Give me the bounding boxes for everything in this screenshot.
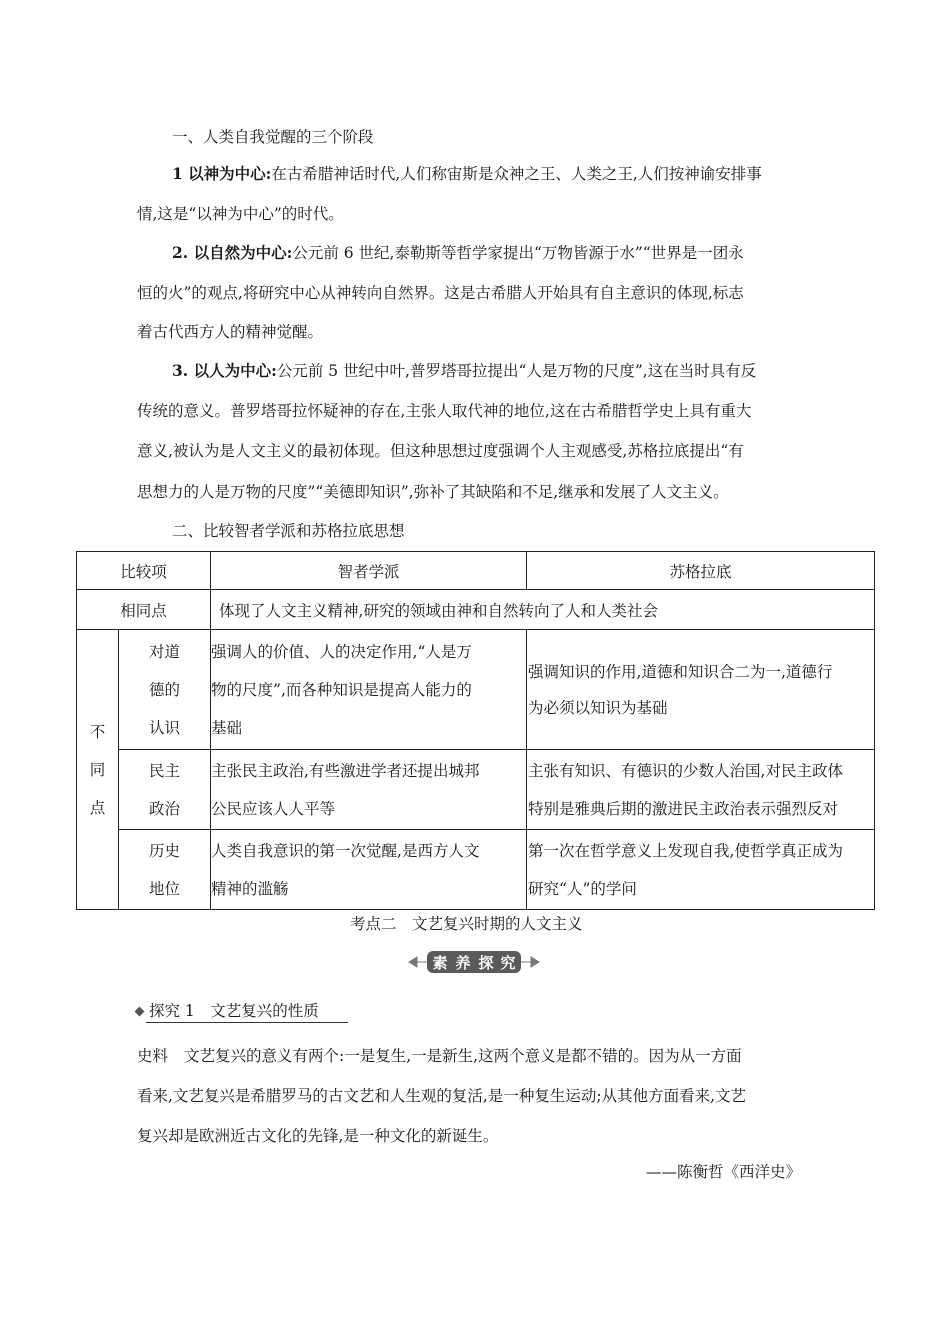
kaodian-title: 考点二 文艺复兴时期的人文主义 (350, 915, 583, 933)
row-label-democracy (119, 750, 211, 830)
row-label-status (119, 830, 211, 910)
stage2-text-line2: 恒的火”的观点,将研究中心从神转向自然界。这是古希腊人开始具有自主意识的体现,标志 (137, 284, 744, 302)
stage2-text-line3: 着古代西方人的精神觉醒。 (137, 323, 324, 341)
header-socrates: 苏格拉底 (527, 552, 875, 590)
badge-char: 究 (500, 954, 516, 972)
stage2-paragraph-line1 (172, 243, 744, 263)
literacy-explore-badge (407, 948, 541, 976)
diff-label-char: 点 (89, 798, 106, 817)
cell-line: 强调知识的作用,道德和知识合二为一,道德行 (528, 662, 833, 681)
header-compare-item: 比较项 (77, 552, 211, 590)
democracy-sophists (211, 750, 527, 830)
badge-char: 探 (478, 954, 494, 972)
source-text-line2: 看来,文艺复兴是希腊罗马的古文艺和人生观的复活,是一种复生运动;从其他方面看来,文艺 (137, 1087, 747, 1105)
section-heading-stages: 一、人类自我觉醒的三个阶段 (172, 128, 374, 146)
explore-title: 探究 1 文艺复兴的性质 (149, 1002, 319, 1020)
cell-line: 公民应该人人平等 (211, 799, 336, 818)
stage1-label: 1 以神为中心: (172, 164, 272, 183)
row-label-line: 认识 (149, 718, 181, 737)
cell-line: 精神的滥觞 (211, 879, 289, 898)
same-value: 体现了人文主义精神,研究的领域由神和自然转向了人和人类社会 (211, 590, 875, 630)
row-label-line: 德的 (149, 680, 181, 699)
cell-line: 主张民主政治,有些激进学者还提出城邦 (211, 761, 480, 780)
status-sophists (211, 830, 527, 910)
source-citation: ——陈衡哲《西洋史》 (646, 1163, 802, 1181)
stage3-text-line4: 思想力的人是万物的尺度”“美德即知识”,弥补了其缺陷和不足,继承和发展了人文主义。 (137, 483, 729, 501)
cell-line: 人类自我意识的第一次觉醒,是西方人文 (211, 841, 480, 860)
badge-char: 养 (455, 954, 471, 972)
source-label: 史料 (137, 1047, 169, 1065)
row-label-line: 政治 (149, 799, 181, 818)
cell-line: 基础 (211, 718, 243, 737)
cell-line: 特别是雅典后期的激进民主政治表示强烈反对 (528, 799, 839, 818)
cell-line: 强调人的价值、人的决定作用,“人是万 (211, 642, 472, 661)
row-label-line: 地位 (149, 879, 181, 898)
cell-line: 物的尺度”,而各种知识是提高人能力的 (211, 680, 472, 699)
status-socrates (527, 830, 875, 910)
source-text-line1: 文艺复兴的意义有两个:一是复生,一是新生,这两个意义是都不错的。因为从一方面 (184, 1047, 742, 1065)
cell-line: 主张有知识、有德识的少数人治国,对民主政体 (528, 761, 843, 780)
table-row-status (77, 830, 875, 910)
stage2-text-line1: 公元前 6 世纪,泰勒斯等哲学家提出“万物皆源于水”“世界是一团永 (292, 244, 744, 262)
source-line1 (137, 1046, 742, 1066)
section-heading-compare: 二、比较智者学派和苏格拉底思想 (172, 522, 405, 540)
stage3-paragraph-line1 (172, 361, 756, 381)
stage2-label: 2. 以自然为中心: (172, 243, 293, 262)
row-label-line: 对道 (149, 642, 181, 661)
cell-line: 研究“人”的学问 (528, 879, 637, 898)
row-label-line: 历史 (149, 841, 181, 860)
diff-label-char: 同 (89, 760, 106, 779)
moral-sophists (211, 630, 527, 750)
diff-label (77, 630, 119, 910)
stage3-label: 3. 以人为中心: (172, 361, 277, 380)
table-header-row (77, 552, 875, 590)
badge-right-arrow (531, 957, 539, 967)
row-label-moral (119, 630, 211, 750)
explore-heading (136, 1001, 348, 1023)
row-label-line: 民主 (149, 761, 181, 780)
source-text-line3: 复兴却是欧洲近古文化的先锋,是一种文化的新诞生。 (137, 1127, 499, 1145)
same-label: 相同点 (77, 590, 211, 630)
stage1-paragraph-line1 (172, 164, 762, 184)
explore-underline (146, 1022, 348, 1023)
cell-line: 为必须以知识为基础 (528, 698, 668, 717)
table-row-moral (77, 630, 875, 750)
comparison-table (76, 551, 875, 910)
stage3-text-line1: 公元前 5 世纪中叶,普罗塔哥拉提出“人是万物的尺度”,这在当时具有反 (276, 362, 757, 380)
stage1-text-line2: 情,这是“以神为中心”的时代。 (137, 205, 344, 223)
diff-label-char: 不 (89, 722, 106, 741)
stage3-text-line2: 传统的意义。普罗塔哥拉怀疑神的存在,主张人取代神的地位,这在古希腊哲学史上具有重大 (137, 402, 752, 420)
stage3-text-line3: 意义,被认为是人文主义的最初体现。但这种思想过度强调个人主观感受,苏格拉底提出“有 (137, 442, 744, 460)
header-sophists: 智者学派 (211, 552, 527, 590)
diamond-bullet-icon (135, 1007, 145, 1017)
stage1-text-line1: 在古希腊神话时代,人们称宙斯是众神之王、人类之王,人们按神谕安排事 (271, 165, 762, 183)
moral-socrates (527, 630, 875, 750)
cell-line: 第一次在哲学意义上发现自我,使哲学真正成为 (528, 841, 843, 860)
table-row-democracy (77, 750, 875, 830)
table-row-same (77, 590, 875, 630)
badge-left-arrow (409, 957, 417, 967)
badge-char: 素 (432, 954, 448, 972)
democracy-socrates (527, 750, 875, 830)
